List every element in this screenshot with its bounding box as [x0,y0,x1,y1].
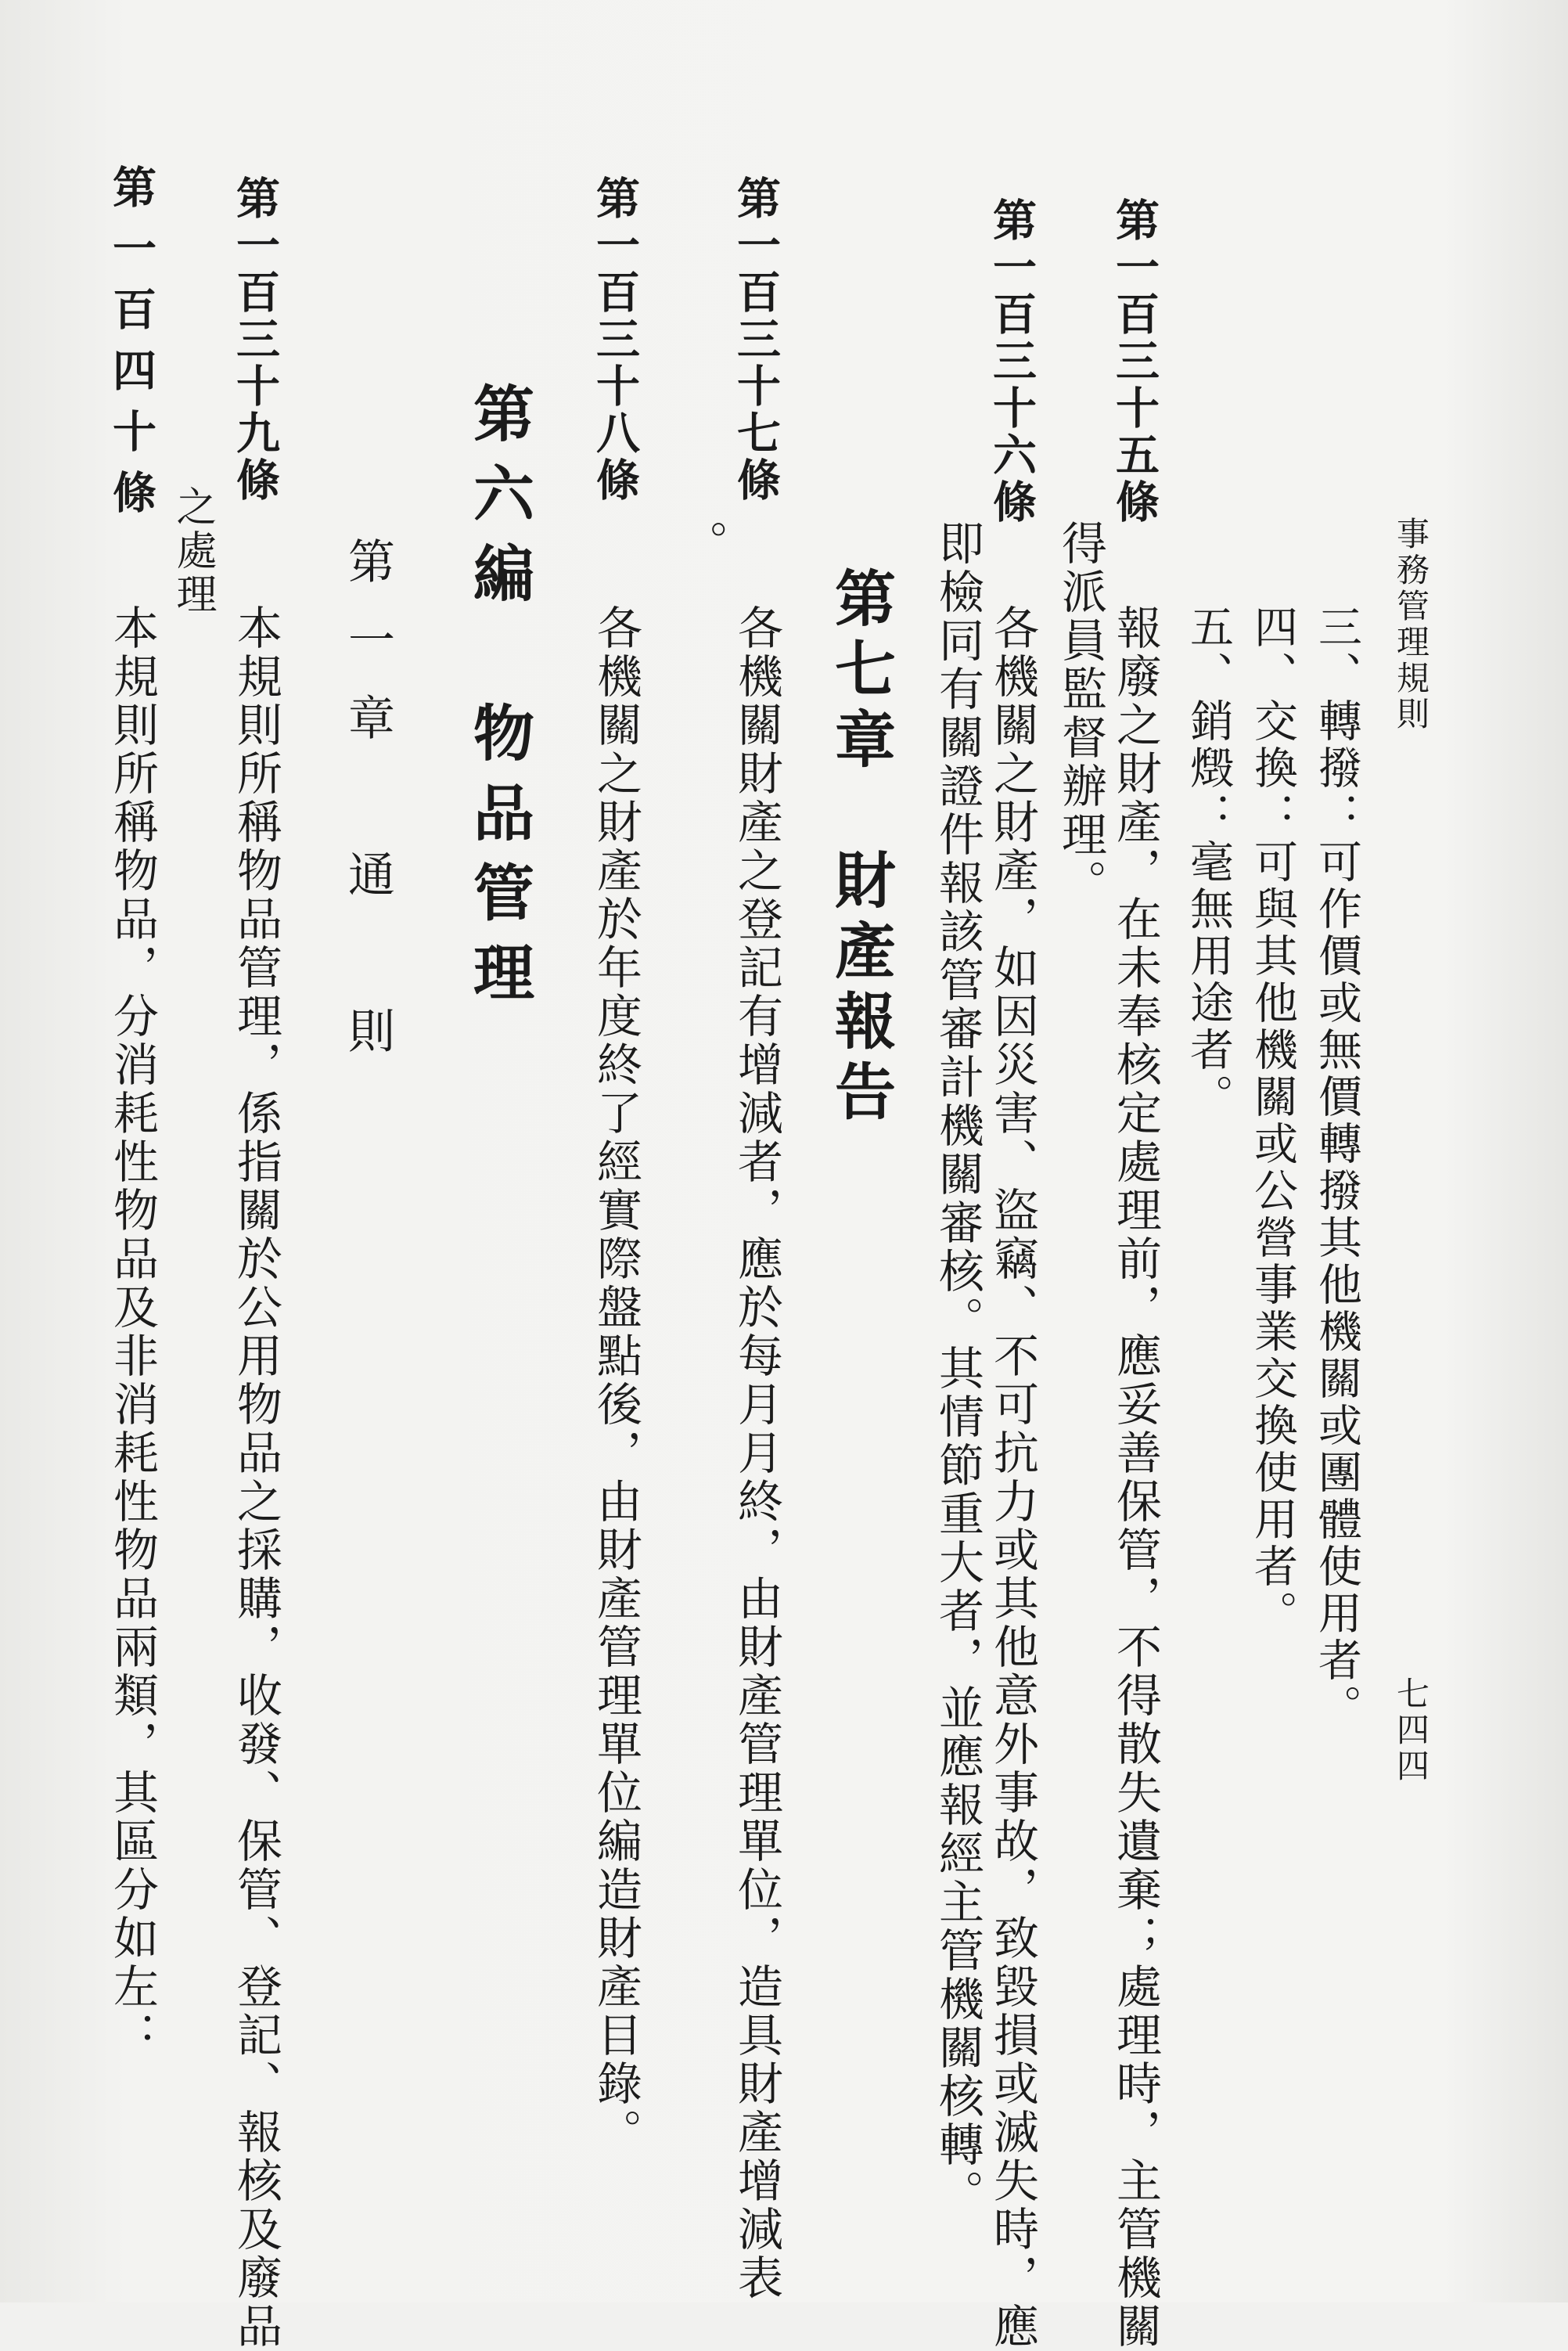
article-135-text: 報廢之財產，在未奉核定處理前，應妥善保管，不得散失遺棄；處理時，主管機關 [1109,604,1162,2351]
article-137-text: 各機關財產之登記有增減者，應於每月月終，由財產管理單位，造具財產增減表 [730,604,783,2302]
item-4: 四、交換：可與其他機關或公營事業交換使用者。 [1247,604,1298,1637]
article-139-text: 本規則所稱物品管理，係指關於公用物品之採購，收發、保管、登記、報核及廢品 [229,604,282,2351]
article-136-text-cont: 即檢同有關證件報該管審計機關審核。其情節重大者，並應報經主管機關核轉。 [931,520,984,2218]
article-139-number: 第一百三十九條 [229,175,281,504]
part-6-heading: 第六編 物品管理 [463,382,534,1021]
item-5: 五、銷燬：毫無用途者。 [1183,604,1234,1121]
chapter-7-heading: 第七章 財產報告 [825,567,896,1130]
article-135-text-cont: 得派員監督辦理。 [1054,520,1107,908]
article-140-number: 第一百四十條 [106,164,157,531]
article-137-text-cont: 。 [675,520,728,568]
article-140-text: 本規則所稱物品，分消耗性物品及非消耗性物品兩類，其區分如左： [106,604,159,2060]
article-136-text: 各機關之財產，如因災害、盜竊、不可抗力或其他意外事故，致毀損或滅失時，應 [986,604,1039,2351]
article-136-number: 第一百三十六條 [986,197,1038,526]
article-138-number: 第一百三十八條 [589,175,641,504]
article-135-number: 第一百三十五條 [1109,197,1160,526]
page-number: 七四四 [1392,1676,1430,1784]
running-title: 事務管理規則 [1392,517,1430,733]
article-139-text-cont: 之處理 [169,485,216,617]
part-6-chapter-1-heading: 第一章 通 則 [340,537,395,1085]
item-3: 三、轉撥：可作價或無價轉撥其他機關或團體使用者。 [1311,604,1362,1731]
article-138-text: 各機關之財產於年度終了經實際盤點後，由財產管理單位編造財產目錄。 [589,604,642,2157]
article-137-number: 第一百三十七條 [730,175,782,504]
